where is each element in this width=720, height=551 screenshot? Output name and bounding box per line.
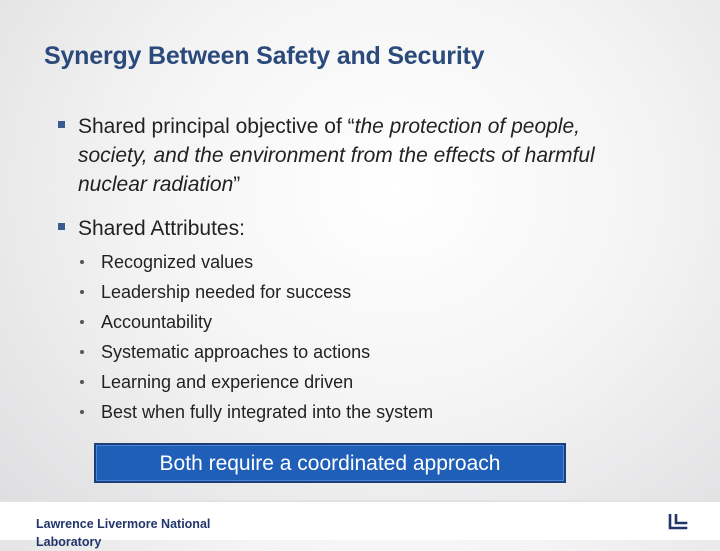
- llnl-logo-icon: [668, 514, 688, 530]
- square-bullet-icon: [58, 121, 65, 128]
- list-item: Accountability: [80, 308, 433, 338]
- callout-box: Both require a coordinated approach: [94, 443, 566, 483]
- bullet-shared-objective: [58, 112, 618, 199]
- square-bullet-icon: [58, 223, 65, 230]
- slide-title: Synergy Between Safety and Security: [44, 42, 485, 70]
- attributes-list: [80, 248, 433, 428]
- footer-organization: Lawrence Livermore National Laboratory: [36, 517, 211, 549]
- round-bullet-icon: [80, 380, 84, 384]
- list-item: Recognized values: [80, 248, 433, 278]
- list-item: Systematic approaches to actions: [80, 338, 433, 368]
- round-bullet-icon: [80, 320, 84, 324]
- bullet-text: Shared principal objective of “the protection of people, society, and the environment from the effects of harmful nuclear radiation”: [78, 115, 595, 196]
- list-item: Leadership needed for success: [80, 278, 433, 308]
- bullet-text: Shared Attributes:: [78, 217, 245, 240]
- round-bullet-icon: [80, 290, 84, 294]
- list-item: Best when fully integrated into the system: [80, 398, 433, 428]
- bullet-shared-attributes: [58, 214, 618, 243]
- round-bullet-icon: [80, 260, 84, 264]
- round-bullet-icon: [80, 350, 84, 354]
- round-bullet-icon: [80, 410, 84, 414]
- list-item: Learning and experience driven: [80, 368, 433, 398]
